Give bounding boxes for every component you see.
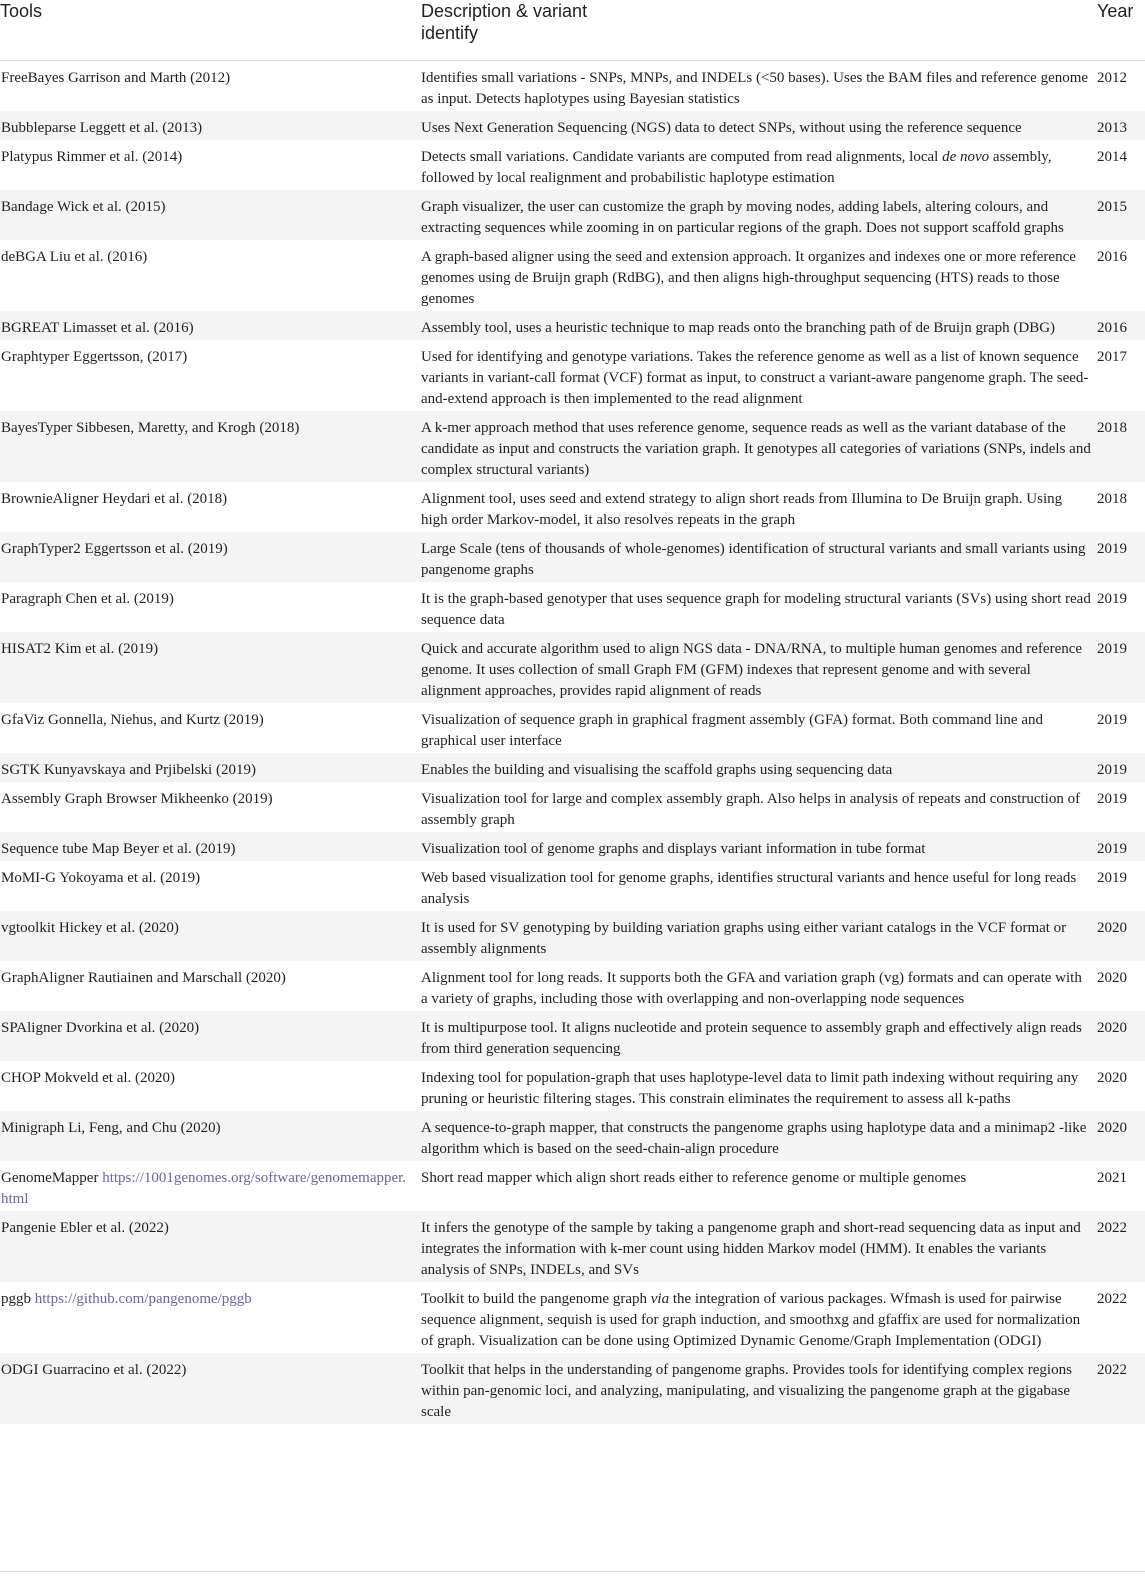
tool-cell	[0, 782, 421, 832]
tool-cell	[0, 482, 421, 532]
table-row	[0, 861, 1145, 911]
description-cell	[421, 832, 1097, 861]
table-row	[0, 632, 1145, 703]
table-row	[0, 582, 1145, 632]
year-cell: 2022	[1097, 1290, 1127, 1307]
tool-cell	[0, 1353, 421, 1424]
table-row	[0, 111, 1145, 140]
table-row	[0, 1211, 1145, 1282]
description-text: Used for identifying and genotype variations. Takes the reference genome as well as a list of known sequence variants in variant-call format (VCF) format as input, to construct a variant-aware pangenome graph. The seed-and-extend approach is then implemented to the read alignment	[421, 348, 1089, 407]
description-cell	[421, 1061, 1097, 1111]
year-cell: 2016	[1097, 248, 1127, 265]
description-text: It is used for SV genotyping by building variation graphs using either variant catalogs in the VCF format or assembly alignments	[421, 919, 1067, 957]
table-row	[0, 1011, 1145, 1061]
year-cell: 2019	[1097, 790, 1127, 807]
table-row	[0, 961, 1145, 1011]
tool-cell	[0, 832, 421, 861]
description-cell	[421, 482, 1097, 532]
table-row	[0, 311, 1145, 340]
description-cell	[421, 240, 1097, 311]
header-description	[421, 0, 1097, 60]
table-row	[0, 753, 1145, 782]
tool-name: BrownieAligner Heydari et al. (2018)	[1, 490, 228, 507]
year-cell: 2017	[1097, 348, 1127, 365]
description-cell	[421, 140, 1097, 190]
tool-cell	[0, 60, 421, 111]
tool-name: BayesTyper Sibbesen, Maretty, and Krogh (2018)	[1, 419, 300, 436]
year-cell: 2012	[1097, 69, 1127, 86]
tool-name: vgtoolkit Hickey et al. (2020)	[1, 919, 179, 936]
tool-name: FreeBayes Garrison and Marth (2012)	[1, 69, 231, 86]
description-cell	[421, 753, 1097, 782]
header-row	[0, 0, 1145, 60]
year-cell: 2022	[1097, 1219, 1127, 1236]
tool-name: MoMI-G Yokoyama et al. (2019)	[1, 869, 201, 886]
year-cell: 2020	[1097, 1119, 1127, 1136]
tool-name: ODGI Guarracino et al. (2022)	[1, 1361, 187, 1378]
table-row	[0, 1061, 1145, 1111]
tool-name: GraphAligner Rautiainen and Marschall (2020)	[1, 969, 286, 986]
table-row	[0, 1161, 1145, 1211]
description-cell	[421, 311, 1097, 340]
tool-cell	[0, 1211, 421, 1282]
description-text: Toolkit to build the pangenome graph	[421, 1290, 651, 1307]
year-cell: 2019	[1097, 540, 1127, 557]
description-cell	[421, 411, 1097, 482]
year-cell: 2020	[1097, 1069, 1127, 1086]
table-row	[0, 782, 1145, 832]
tool-name: Pangenie Ebler et al. (2022)	[1, 1219, 169, 1236]
year-cell: 2018	[1097, 419, 1127, 436]
year-cell: 2020	[1097, 969, 1127, 986]
table-row	[0, 1111, 1145, 1161]
tool-name: Assembly Graph Browser Mikheenko (2019)	[1, 790, 273, 807]
table-bottom-rule	[0, 1571, 1145, 1572]
description-text: Quick and accurate algorithm used to align NGS data - DNA/RNA, to multiple human genomes and reference genome. It uses collection of small Graph FM (GFM) indexes that represent genome and with several alignment approaches, provides rapid alignment of reads	[421, 640, 1083, 699]
description-cell	[421, 1211, 1097, 1282]
tool-cell	[0, 111, 421, 140]
description-cell	[421, 961, 1097, 1011]
tool-name: SPAligner Dvorkina et al. (2020)	[1, 1019, 200, 1036]
table-row	[0, 190, 1145, 240]
tool-cell	[0, 140, 421, 190]
tool-name: Minigraph Li, Feng, and Chu (2020)	[1, 1119, 221, 1136]
description-text: Uses Next Generation Sequencing (NGS) data to detect SNPs, without using the reference sequence	[421, 119, 1022, 136]
table-row	[0, 832, 1145, 861]
tool-name: Bubbleparse Leggett et al. (2013)	[1, 119, 203, 136]
description-text: Large Scale (tens of thousands of whole-genomes) identification of structural variants and small variants using pangenome graphs	[421, 540, 1086, 578]
tool-cell	[0, 1161, 421, 1211]
description-cell	[421, 1111, 1097, 1161]
description-cell	[421, 1161, 1097, 1211]
description-text: Detects small variations. Candidate variants are computed from read alignments, local	[421, 148, 943, 165]
header-tools: Tools	[0, 0, 421, 60]
tool-name: Sequence tube Map Beyer et al. (2019)	[1, 840, 236, 857]
year-cell: 2018	[1097, 490, 1127, 507]
table-row	[0, 482, 1145, 532]
description-text: Short read mapper which align short reads either to reference genome or multiple genomes	[421, 1169, 967, 1186]
description-text: Identifies small variations - SNPs, MNPs, and INDELs (<50 bases). Uses the BAM files and reference genome as input. Detects haplotypes using Bayesian statistics	[421, 69, 1089, 107]
tool-cell	[0, 582, 421, 632]
tool-name: GenomeMapper	[1, 1169, 99, 1186]
tool-name: GraphTyper2 Eggertsson et al. (2019)	[1, 540, 228, 557]
year-cell: 2020	[1097, 919, 1127, 936]
tool-cell	[0, 340, 421, 411]
year-cell: 2019	[1097, 590, 1127, 607]
table-row	[0, 340, 1145, 411]
year-cell: 2019	[1097, 869, 1127, 886]
tool-link[interactable]: https://github.com/pangenome/pggb	[34, 1290, 252, 1307]
description-cell	[421, 911, 1097, 961]
description-text: It is the graph-based genotyper that uses sequence graph for modeling structural variants (SVs) using short read sequence data	[421, 590, 1091, 628]
table-row	[0, 532, 1145, 582]
tool-name: Bandage Wick et al. (2015)	[1, 198, 166, 215]
description-text: Indexing tool for population-graph that uses haplotype-level data to limit path indexing without requiring any pruning or heuristic filtering stages. This constrain eliminates the requirement to assess all k-paths	[421, 1069, 1079, 1107]
description-text: A sequence-to-graph mapper, that constructs the pangenome graphs using haplotype data and a minimap2 -like algorithm which is based on the seed-chain-align procedure	[421, 1119, 1087, 1157]
year-cell: 2019	[1097, 711, 1127, 728]
description-cell	[421, 782, 1097, 832]
tool-name: BGREAT Limasset et al. (2016)	[1, 319, 194, 336]
tool-cell	[0, 1282, 421, 1353]
year-cell: 2019	[1097, 761, 1127, 778]
tool-cell	[0, 911, 421, 961]
tool-cell	[0, 632, 421, 703]
year-cell: 2022	[1097, 1361, 1127, 1378]
tool-cell	[0, 1061, 421, 1111]
tool-name: SGTK Kunyavskaya and Prjibelski (2019)	[1, 761, 256, 778]
description-cell	[421, 111, 1097, 140]
year-cell: 2019	[1097, 840, 1127, 857]
tool-name: deBGA Liu et al. (2016)	[1, 248, 148, 265]
tool-name: Platypus Rimmer et al. (2014)	[1, 148, 183, 165]
description-text: Web based visualization tool for genome graphs, identifies structural variants and hence useful for long reads analysis	[421, 869, 1077, 907]
tool-cell	[0, 703, 421, 753]
description-cell	[421, 1353, 1097, 1424]
description-cell	[421, 1282, 1097, 1353]
description-text: Enables the building and visualising the scaffold graphs using sequencing data	[421, 761, 893, 778]
description-text: Toolkit that helps in the understanding of pangenome graphs. Provides tools for identifying complex regions within pan-genomic loci, and analyzing, manipulating, and visualizing the pangenome graph at the gigabase scale	[421, 1361, 1072, 1420]
description-cell	[421, 703, 1097, 753]
table-row	[0, 911, 1145, 961]
tool-cell	[0, 1011, 421, 1061]
tool-name: GfaViz Gonnella, Niehus, and Kurtz (2019)	[1, 711, 264, 728]
year-cell: 2013	[1097, 119, 1127, 136]
year-cell: 2014	[1097, 148, 1127, 165]
table-row	[0, 411, 1145, 482]
description-cell	[421, 340, 1097, 411]
table-row	[0, 1282, 1145, 1353]
tool-name: Graphtyper Eggertsson, (2017)	[1, 348, 188, 365]
description-cell	[421, 532, 1097, 582]
description-text: assembly, followed by local realignment and probabilistic haplotype estimation	[421, 148, 1052, 186]
table-row	[0, 60, 1145, 111]
tool-cell	[0, 532, 421, 582]
description-cell	[421, 1011, 1097, 1061]
table-row	[0, 703, 1145, 753]
table-row	[0, 1353, 1145, 1424]
tool-cell	[0, 961, 421, 1011]
description-text: It is multipurpose tool. It aligns nucleotide and protein sequence to assembly graph and effectively align reads from third generation sequencing	[421, 1019, 1082, 1057]
tool-name: HISAT2 Kim et al. (2019)	[1, 640, 159, 657]
description-text: Alignment tool for long reads. It supports both the GFA and variation graph (vg) formats and can operate with a variety of graphs, including those with overlapping and non-overlapping node sequences	[421, 969, 1082, 1007]
description-text: A graph-based aligner using the seed and extension approach. It organizes and indexes one or more reference genomes using de Bruijn graph (RdBG), and then aligns high-throughput sequencing (HTS) reads to those genomes	[421, 248, 1076, 307]
description-text: Visualization tool for large and complex assembly graph. Also helps in analysis of repeats and construction of assembly graph	[421, 790, 1081, 828]
description-cell	[421, 190, 1097, 240]
tool-cell	[0, 861, 421, 911]
table-row	[0, 140, 1145, 190]
description-italic: de novo	[942, 148, 990, 165]
tool-name: Paragraph Chen et al. (2019)	[1, 590, 174, 607]
description-text: Assembly tool, uses a heuristic technique to map reads onto the branching path of de Bruijn graph (DBG)	[421, 319, 1056, 336]
description-cell	[421, 861, 1097, 911]
tool-link[interactable]: https://1001genomes.org/software/genomemapper.html	[1, 1169, 407, 1207]
description-text: It infers the genotype of the sample by taking a pangenome graph and short-read sequencing data as input and integrates the information with k-mer count using hidden Markov model (HMM). It enables the variants analysis of SNPs, INDELs, and SVs	[421, 1219, 1081, 1278]
description-italic: via	[650, 1290, 670, 1307]
year-cell: 2019	[1097, 640, 1127, 657]
tool-cell	[0, 311, 421, 340]
tool-cell	[0, 240, 421, 311]
table-row	[0, 240, 1145, 311]
description-cell	[421, 632, 1097, 703]
description-cell	[421, 60, 1097, 111]
description-text: Visualization of sequence graph in graphical fragment assembly (GFA) format. Both command line and graphical user interface	[421, 711, 1043, 749]
year-cell: 2016	[1097, 319, 1127, 336]
header-year: Year	[1097, 0, 1145, 60]
tool-cell	[0, 190, 421, 240]
description-text: the integration of various packages. Wfmash is used for pairwise sequence alignment, sequish is used for graph induction, and smoothxg and gfaffix are used for normalization of graph. Visualization can be done using Optimized Dynamic Genome/Graph Implementation (ODGI)	[421, 1290, 1081, 1349]
description-cell	[421, 582, 1097, 632]
table-body	[0, 60, 1145, 1424]
description-text: A k-mer approach method that uses reference genome, sequence reads as well as the variant database of the candidate as input and constructs the variation graph. It genotypes all categories of variations (SNPs, indels and complex structural variants)	[421, 419, 1091, 478]
tool-name: CHOP Mokveld et al. (2020)	[1, 1069, 176, 1086]
tool-name: pggb	[1, 1290, 31, 1307]
tool-cell	[0, 753, 421, 782]
year-cell: 2021	[1097, 1169, 1127, 1186]
description-text: Alignment tool, uses seed and extend strategy to align short reads from Illumina to De Bruijn graph. Using high order Markov-model, it also resolves repeats in the graph	[421, 490, 1063, 528]
tool-cell	[0, 411, 421, 482]
year-cell: 2015	[1097, 198, 1127, 215]
tool-cell	[0, 1111, 421, 1161]
year-cell: 2020	[1097, 1019, 1127, 1036]
description-text: Graph visualizer, the user can customize the graph by moving nodes, adding labels, altering colours, and extracting sequences while zooming in on particular regions of the graph. Does not support scaffold graphs	[421, 198, 1064, 236]
header-description-text: Description & variant identify	[421, 1, 588, 43]
description-text: Visualization tool of genome graphs and displays variant information in tube format	[421, 840, 926, 857]
